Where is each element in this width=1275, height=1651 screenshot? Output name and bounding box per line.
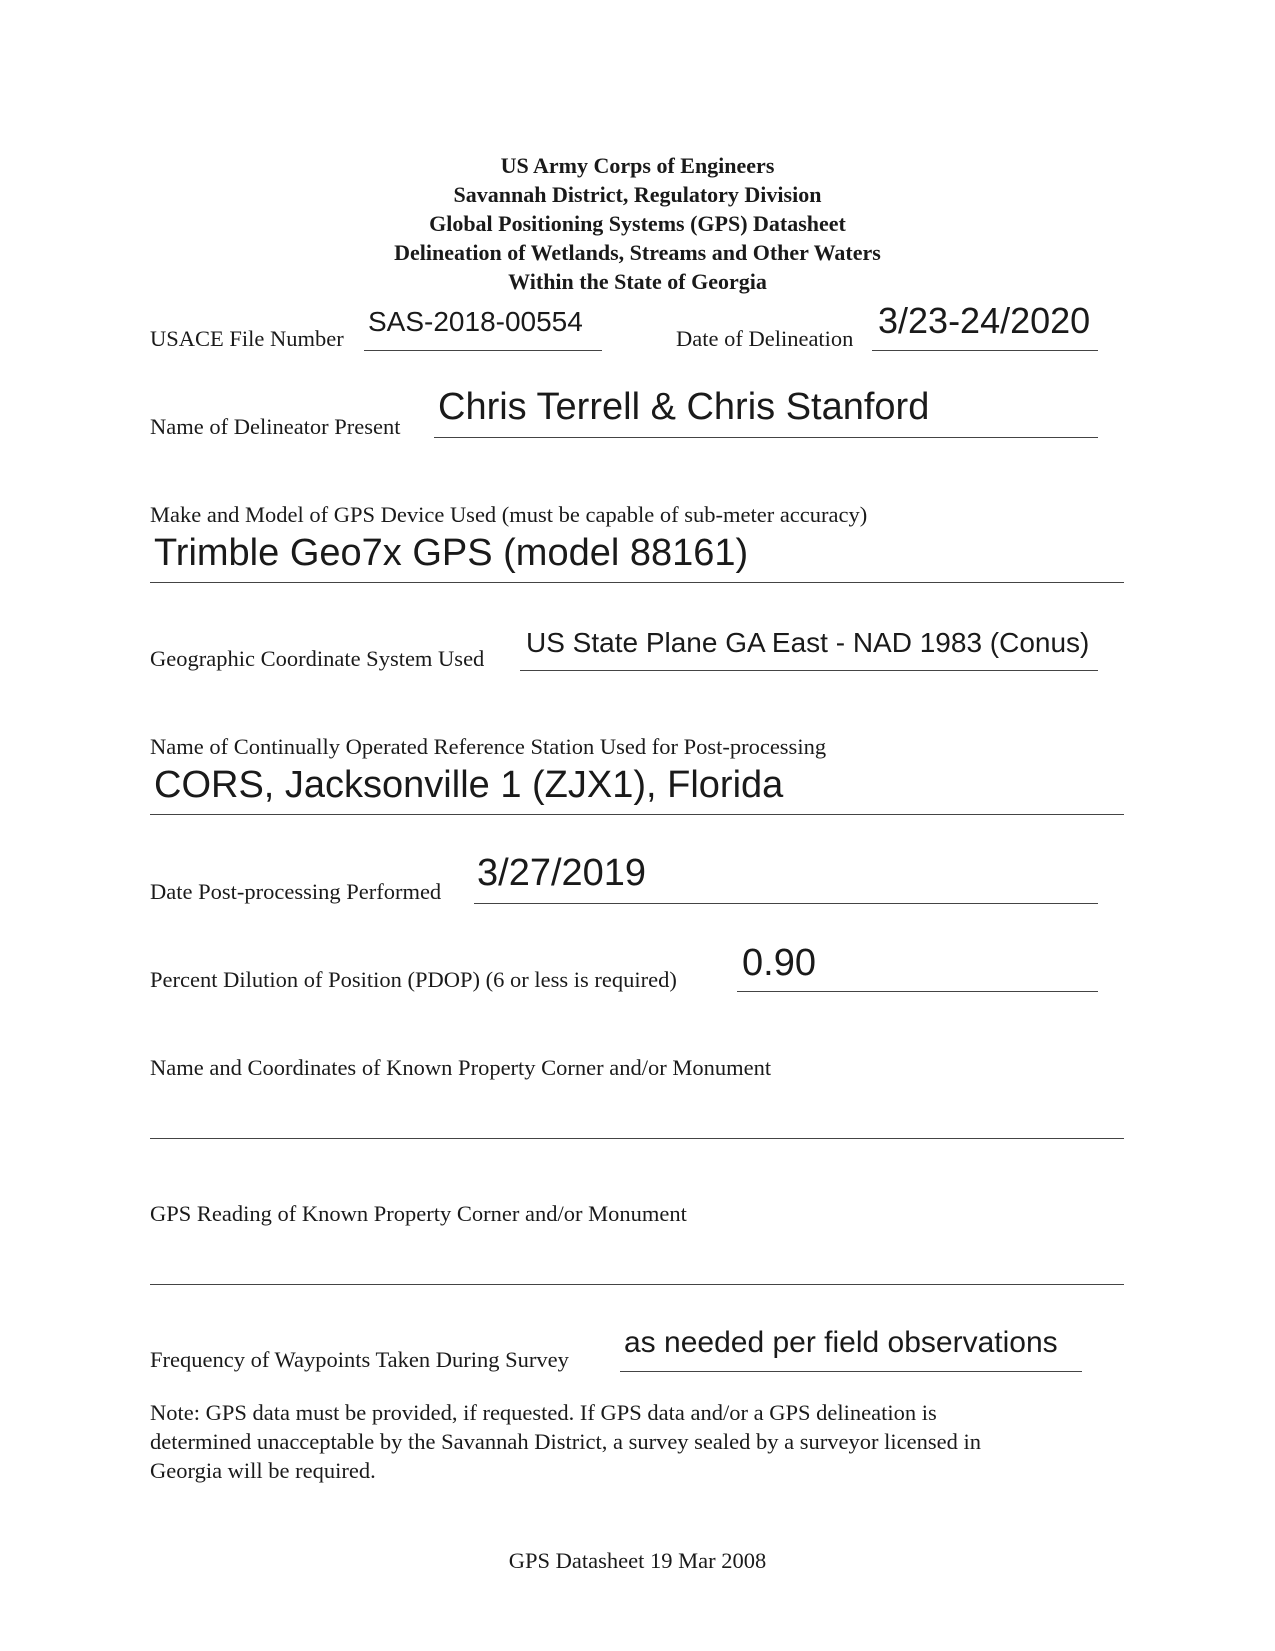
form-header [0, 151, 1275, 296]
header-line-subject: Delineation of Wetlands, Streams and Other Waters [394, 240, 881, 265]
note-line-1: Note: GPS data must be provided, if requested. If GPS data and/or a GPS delineation is [150, 1400, 937, 1425]
post-processing-date-value: 3/27/2019 [477, 852, 647, 894]
note-paragraph [150, 1398, 1090, 1485]
header-line-agency: US Army Corps of Engineers [500, 153, 775, 178]
reference-station-line [150, 814, 1124, 815]
property-corner-label: Name and Coordinates of Known Property Corner and/or Monument [150, 1055, 772, 1080]
footer: GPS Datasheet 19 Mar 2008 [508, 1548, 767, 1573]
pdop-value: 0.90 [742, 942, 816, 984]
delineator-label: Name of Delineator Present [150, 414, 401, 439]
coord-system-value: US State Plane GA East - NAD 1983 (Conus) [526, 627, 1090, 658]
waypoint-frequency-value: as needed per field observations [624, 1326, 1058, 1359]
coord-system-line [520, 670, 1098, 671]
date-delineation-line [872, 350, 1098, 351]
file-number-line [364, 350, 602, 351]
header-line-district: Savannah District, Regulatory Division [453, 182, 822, 207]
property-corner-line [150, 1138, 1124, 1139]
file-number-label: USACE File Number [150, 326, 344, 351]
pdop-line [737, 991, 1098, 992]
waypoint-frequency-label: Frequency of Waypoints Taken During Survey [150, 1347, 569, 1372]
reference-station-label: Name of Continually Operated Reference Station Used for Post-processing [150, 734, 827, 759]
gps-device-label: Make and Model of GPS Device Used (must be capable of sub-meter accuracy) [150, 502, 868, 527]
delineator-value: Chris Terrell & Chris Stanford [438, 386, 930, 428]
post-processing-date-line [474, 903, 1098, 904]
file-number-value: SAS-2018-00554 [368, 306, 583, 337]
coord-system-label: Geographic Coordinate System Used [150, 646, 485, 671]
post-processing-date-label: Date Post-processing Performed [150, 879, 442, 904]
note-line-3: Georgia will be required. [150, 1458, 376, 1483]
note-line-2: determined unacceptable by the Savannah District, a survey sealed by a surveyor licensed in [150, 1429, 981, 1454]
gps-reading-line [150, 1284, 1124, 1285]
delineator-line [434, 437, 1098, 438]
date-delineation-value: 3/23-24/2020 [878, 300, 1091, 341]
header-line-scope: Within the State of Georgia [508, 269, 767, 294]
pdop-label: Percent Dilution of Position (PDOP) (6 or less is required) [150, 967, 677, 992]
gps-device-value: Trimble Geo7x GPS (model 88161) [154, 532, 749, 574]
gps-reading-label: GPS Reading of Known Property Corner and/or Monument [150, 1201, 687, 1226]
date-delineation-label: Date of Delineation [676, 326, 854, 351]
reference-station-value: CORS, Jacksonville 1 (ZJX1), Florida [154, 764, 784, 806]
header-line-title: Global Positioning Systems (GPS) Datasheet [429, 211, 846, 236]
waypoint-frequency-line [620, 1371, 1082, 1372]
gps-device-line [150, 582, 1124, 583]
